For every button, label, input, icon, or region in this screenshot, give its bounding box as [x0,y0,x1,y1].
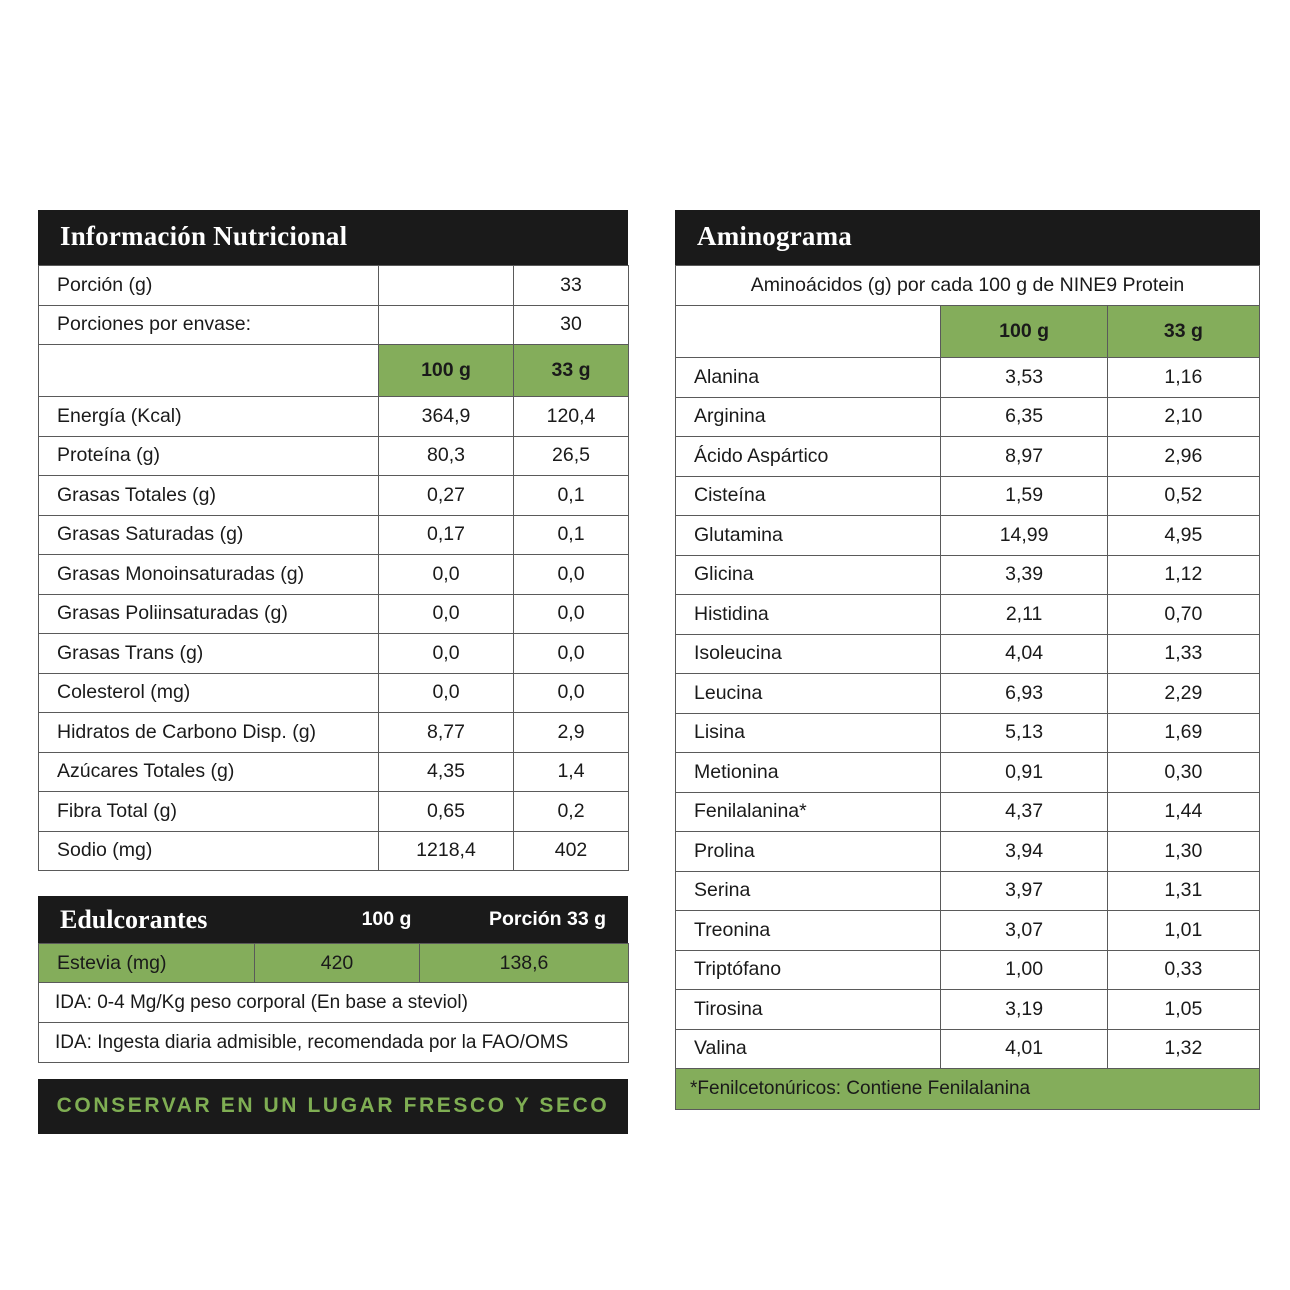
row-value-100g: 4,01 [941,1029,1107,1069]
nutrition-header-bar [38,210,628,265]
table-row [676,911,1260,951]
row-label: Isoleucina [676,634,941,674]
nutrition-panel [38,210,628,1134]
row-value-100g: 6,35 [941,397,1107,437]
row-value-100g: 3,97 [941,871,1107,911]
row-value-100g: 4,37 [941,792,1107,832]
column-header-blank [676,306,941,358]
row-label: Lisina [676,713,941,753]
column-header-100g: 100 g [379,345,514,397]
table-row [676,1029,1260,1069]
row-label: Serina [676,871,941,911]
row-mid [379,266,514,306]
row-label: Valina [676,1029,941,1069]
row-label: Grasas Monoinsaturadas (g) [39,555,379,595]
row-value-33g: 0,70 [1107,595,1259,635]
row-value-33g: 1,44 [1107,792,1259,832]
table-row [676,476,1260,516]
table-row [39,944,629,983]
row-value-33g: 1,33 [1107,634,1259,674]
aminogram-footnote: *Fenilcetonúricos: Contiene Fenilalanina [676,1069,1260,1110]
row-label: Estevia (mg) [39,944,255,983]
table-row [39,397,629,437]
aminogram-footnote-row [676,1069,1260,1110]
row-value-33g: 138,6 [420,944,629,983]
sweeteners-header-100g: 100 g [361,908,412,930]
row-value-100g: 4,04 [941,634,1107,674]
row-value-100g: 6,93 [941,674,1107,714]
row-value-33g: 2,96 [1107,437,1259,477]
row-value-33g: 402 [514,831,629,871]
row-value-33g: 1,69 [1107,713,1259,753]
table-row [39,555,629,595]
table-row [39,634,629,674]
table-row [39,752,629,792]
row-label: Treonina [676,911,941,951]
table-row [39,436,629,476]
nutrition-table [38,265,629,871]
sweeteners-header-bar [38,896,628,943]
row-label: Sodio (mg) [39,831,379,871]
aminogram-header-bar [675,210,1260,265]
row-label: Hidratos de Carbono Disp. (g) [39,713,379,753]
table-row [676,358,1260,398]
row-label: Fibra Total (g) [39,792,379,832]
row-label: Triptófano [676,950,941,990]
row-label: Grasas Saturadas (g) [39,515,379,555]
table-row [39,266,629,306]
table-row [39,792,629,832]
column-header-row [676,306,1260,358]
row-value-100g: 0,65 [379,792,514,832]
row-label: Energía (Kcal) [39,397,379,437]
row-value-33g: 0,33 [1107,950,1259,990]
row-value-100g: 0,17 [379,515,514,555]
row-value-33g: 1,12 [1107,555,1259,595]
column-header-33g: 33 g [514,345,629,397]
nutrition-title: Información Nutricional [60,221,348,251]
row-value-33g: 0,30 [1107,753,1259,793]
row-value-33g: 0,0 [514,594,629,634]
table-row [676,950,1260,990]
sweeteners-title: Edulcorantes [60,904,208,934]
table-row [39,713,629,753]
row-value: 30 [514,305,629,345]
row-value-33g: 4,95 [1107,516,1259,556]
table-row [39,594,629,634]
row-value-33g: 1,32 [1107,1029,1259,1069]
row-value-100g: 8,97 [941,437,1107,477]
aminogram-subtitle-row [676,266,1260,306]
row-value-33g: 2,9 [514,713,629,753]
row-value-100g: 3,39 [941,555,1107,595]
table-row [39,305,629,345]
sweeteners-header-portion: Porción 33 g [488,908,607,930]
row-value-100g: 3,53 [941,358,1107,398]
row-value-100g: 0,0 [379,555,514,595]
table-row [676,397,1260,437]
table-row [39,515,629,555]
row-label: Glutamina [676,516,941,556]
row-value: 33 [514,266,629,306]
ida-note-definition: IDA: Ingesta diaria admisible, recomendada por la FAO/OMS [39,1023,629,1063]
row-value-100g: 3,94 [941,832,1107,872]
row-label: Glicina [676,555,941,595]
row-value-33g: 26,5 [514,436,629,476]
column-header-33g: 33 g [1107,306,1259,358]
table-row [676,713,1260,753]
row-value-100g: 80,3 [379,436,514,476]
row-label: Proteína (g) [39,436,379,476]
table-row [676,990,1260,1030]
row-value-33g: 0,1 [514,476,629,516]
row-value-100g: 3,07 [941,911,1107,951]
column-header-blank [39,345,379,397]
nutrition-table-body [39,266,629,871]
aminogram-table [675,265,1260,1110]
row-value-33g: 2,10 [1107,397,1259,437]
row-value-33g: 1,16 [1107,358,1259,398]
sweeteners-table [38,943,629,1063]
aminogram-panel [675,210,1260,1110]
table-row [39,673,629,713]
row-label: Azúcares Totales (g) [39,752,379,792]
row-value-100g: 364,9 [379,397,514,437]
row-label: Fenilalanina* [676,792,941,832]
table-row [676,634,1260,674]
table-row [676,792,1260,832]
row-label: Arginina [676,397,941,437]
row-mid [379,305,514,345]
table-row [39,983,629,1023]
row-value-100g: 0,0 [379,673,514,713]
row-label: Porción (g) [39,266,379,306]
row-value-100g: 14,99 [941,516,1107,556]
table-row [676,595,1260,635]
row-value-33g: 2,29 [1107,674,1259,714]
row-value-33g: 1,05 [1107,990,1259,1030]
table-row [676,437,1260,477]
row-value-33g: 120,4 [514,397,629,437]
conserve-banner: CONSERVAR EN UN LUGAR FRESCO Y SECO [38,1079,628,1134]
row-label: Porciones por envase: [39,305,379,345]
row-value-100g: 0,27 [379,476,514,516]
row-value-100g: 1,59 [941,476,1107,516]
row-value-100g: 1,00 [941,950,1107,990]
row-value-100g: 420 [255,944,420,983]
row-value-33g: 0,0 [514,673,629,713]
row-label: Prolina [676,832,941,872]
row-label: Ácido Aspártico [676,437,941,477]
table-row [39,831,629,871]
aminogram-title: Aminograma [697,221,852,251]
column-header-100g: 100 g [941,306,1107,358]
row-value-33g: 1,31 [1107,871,1259,911]
row-value-33g: 1,4 [514,752,629,792]
row-label: Leucina [676,674,941,714]
aminogram-table-body [676,266,1260,1110]
row-value-33g: 0,2 [514,792,629,832]
row-value-33g: 1,01 [1107,911,1259,951]
table-row [676,753,1260,793]
row-value-33g: 1,30 [1107,832,1259,872]
sweeteners-table-body [39,944,629,1063]
row-value-100g: 0,0 [379,594,514,634]
row-value-100g: 4,35 [379,752,514,792]
row-value-100g: 2,11 [941,595,1107,635]
table-row [676,832,1260,872]
row-value-100g: 5,13 [941,713,1107,753]
row-value-33g: 0,0 [514,555,629,595]
row-value-100g: 0,0 [379,634,514,674]
row-label: Colesterol (mg) [39,673,379,713]
table-row [39,476,629,516]
sweeteners-panel [38,896,628,1063]
table-row [676,555,1260,595]
row-value-100g: 3,19 [941,990,1107,1030]
row-label: Cisteína [676,476,941,516]
row-label: Grasas Trans (g) [39,634,379,674]
table-row [676,674,1260,714]
table-row [676,516,1260,556]
row-value-33g: 0,52 [1107,476,1259,516]
aminogram-subtitle: Aminoácidos (g) por cada 100 g de NINE9 Protein [676,266,1260,306]
row-value-100g: 1218,4 [379,831,514,871]
row-label: Grasas Poliinsaturadas (g) [39,594,379,634]
row-label: Metionina [676,753,941,793]
table-row [676,871,1260,911]
table-row [39,1023,629,1063]
column-header-row [39,345,629,397]
row-value-33g: 0,1 [514,515,629,555]
row-label: Alanina [676,358,941,398]
row-label: Grasas Totales (g) [39,476,379,516]
row-label: Tirosina [676,990,941,1030]
row-value-100g: 8,77 [379,713,514,753]
ida-note-dose: IDA: 0-4 Mg/Kg peso corporal (En base a steviol) [39,983,629,1023]
row-value-33g: 0,0 [514,634,629,674]
row-label: Histidina [676,595,941,635]
row-value-100g: 0,91 [941,753,1107,793]
